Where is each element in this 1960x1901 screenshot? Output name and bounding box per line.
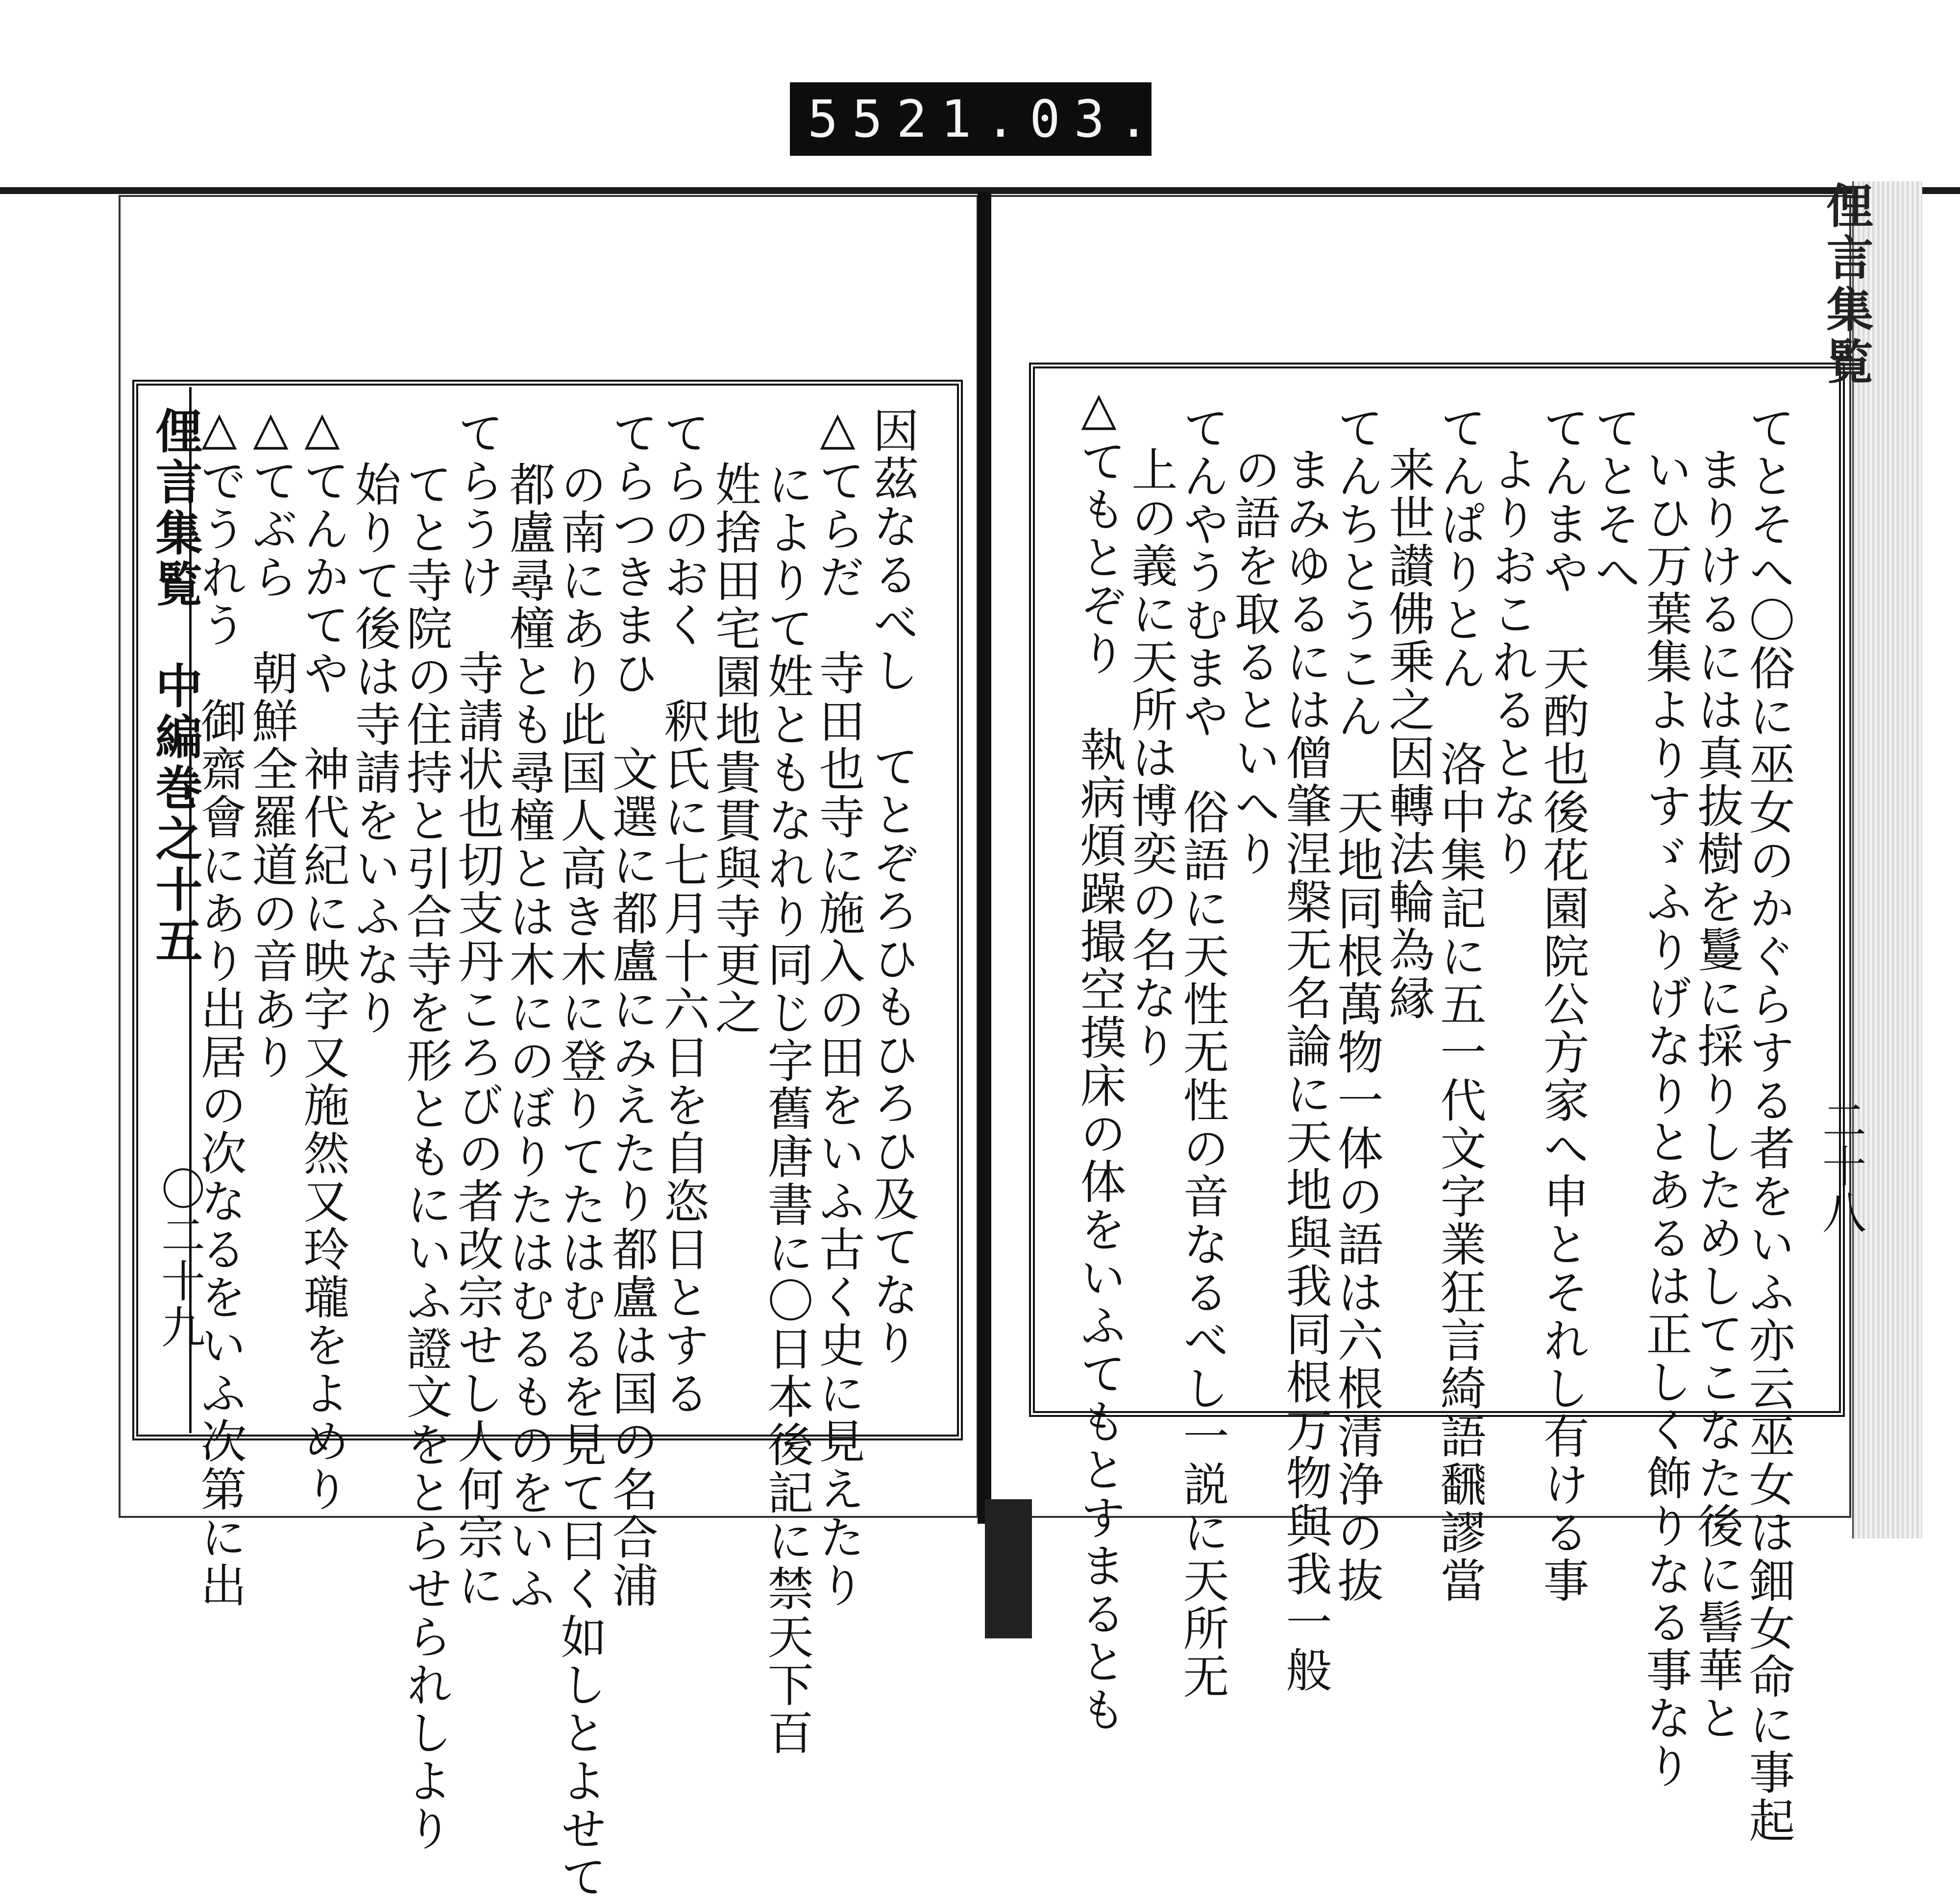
left-column: △てんかてや 神代紀に映字又施然又玲瓏をよめり <box>295 402 349 1513</box>
left-column: △でうれう 御齋會にあり出居の次なるをいふ次第に出 <box>193 402 246 1609</box>
left-column: 都盧尋橦とも尋橦とは木にのぼりたはむるものをいふ <box>501 461 555 1613</box>
left-column: てらのおく 釈氏に七月十六日を自恣日とする <box>656 409 709 1417</box>
left-column: てらうけ 寺請状也切支丹ころびの者改宗せし人何宗に <box>450 409 503 1609</box>
catalog-code: 1.03. <box>940 89 1163 149</box>
right-column: てとそへ <box>1587 404 1640 596</box>
left-column: 始りて後は寺請をいふなり <box>347 461 400 1037</box>
right-column: てとそへ〇俗に巫女のかぐらする者をいふ亦云巫女は鈿女命に事起 <box>1741 404 1794 1845</box>
right-column: てんぱりとん 洛中集記に五一代文字業狂言綺語飜謬當 <box>1432 404 1486 1605</box>
running-header: 俚言集覧 中編巻之十五 <box>148 407 203 967</box>
right-column: の語を取るといへり <box>1226 446 1280 878</box>
right-column: いひ万葉集よりすゞふりげなりとあるは正しく飾りなる事なり <box>1638 446 1691 1790</box>
catalog-number: 552 <box>808 89 941 149</box>
left-column: 因茲なるべし てとぞろひもひろひ及てなり <box>865 407 918 1367</box>
right-column: てんやうむまや 俗語に天性无性の音なるべし一説に天所无 <box>1175 404 1228 1701</box>
right-column: まみゆるには僧肇涅槃无名論に天地與我同根万物與我一般 <box>1278 446 1331 1694</box>
left-column: の南にあり此国人高き木に登りてたはむるを見て曰く如しとよせて <box>553 461 606 1901</box>
book-gutter <box>978 191 991 1524</box>
left-column: によりて姓ともなれり同じ字舊唐書に〇日本後記に禁天下百 <box>760 461 813 1757</box>
left-folio: 〇二十九 <box>153 1166 205 1350</box>
right-column: 上の義に天所は博奕の名なり <box>1124 446 1177 1070</box>
left-column: △てらだ 寺田也寺に施入の田をいふ古く史に見えたり <box>811 402 864 1609</box>
left-column: △てぶら 朝鮮全羅道の音あり <box>244 402 297 1081</box>
right-column: △てもとぞり 執病煩躁撮空摸床の体をいふてもとすまるとも <box>1072 382 1126 1734</box>
right-column: 来世讃佛乗之因轉法輪為縁 <box>1381 446 1434 1022</box>
right-column: よりおこれるとなり <box>1484 446 1537 878</box>
catalog-label <box>790 82 1163 156</box>
right-column: てんまや 天酌也後花園院公方家へ申とそれし有ける事 <box>1535 404 1589 1605</box>
right-folio: 二十八 <box>1814 1097 1866 1236</box>
left-column: てと寺院の住持と引合寺を形ともにいふ證文をとらせられしより <box>398 461 452 1853</box>
binding-tab <box>985 1499 1032 1638</box>
right-column: てんちとうこん 天地同根萬物一体の語は六根清浄の抜 <box>1329 404 1383 1605</box>
left-column: 姓捨田宅園地貴貫與寺更之 <box>707 461 760 1037</box>
left-column: てらつきまひ 文選に都盧にみえたり都盧は国の名合浦 <box>604 409 658 1609</box>
right-running-title: 俚言集覧 <box>1819 181 1874 389</box>
right-column: まりけるには真抜樹を鬘に採りしためしてこなた後に髻華と <box>1690 446 1743 1742</box>
